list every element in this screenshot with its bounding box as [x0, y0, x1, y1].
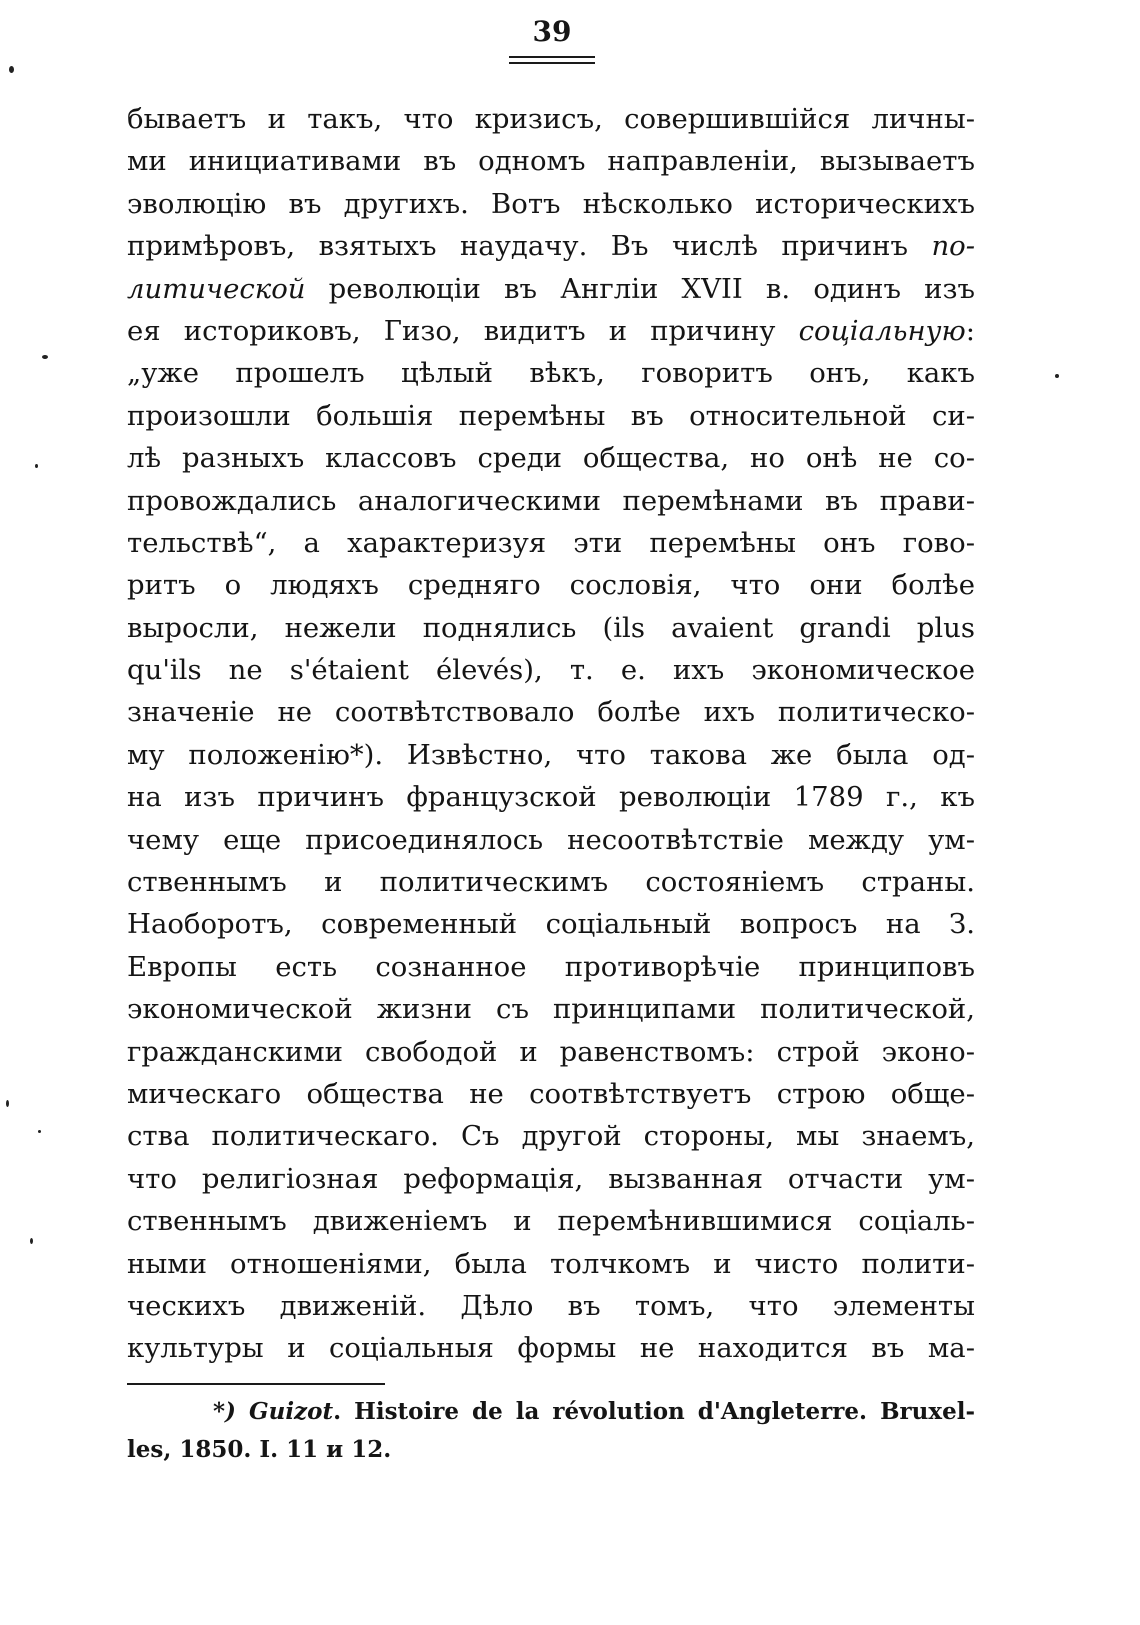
line-text: ными отношеніями, была толчкомъ и чисто полити- — [127, 1247, 975, 1280]
text-line — [127, 861, 975, 903]
line-text: тельствѣ“, а характеризуя эти перемѣны онъ гово- — [127, 526, 975, 559]
text-line — [127, 649, 975, 691]
text-line — [127, 225, 975, 267]
text-line — [127, 1073, 975, 1115]
text-line — [127, 1031, 975, 1073]
line-text: произошли большія перемѣны въ относительной си- — [127, 399, 975, 432]
page-number: 39 — [532, 15, 572, 48]
line-text: ческихъ движеній. Дѣло въ томъ, что элементы — [127, 1289, 975, 1322]
line-text: примѣровъ, взятыхъ наудачу. Въ числѣ причинъ — [127, 230, 932, 263]
text-line — [127, 140, 975, 182]
text-line — [127, 776, 975, 818]
text-line — [127, 1327, 975, 1369]
line-text: qu'ils ne s'étaient élevés), т. е. ихъ экономическое — [127, 654, 975, 687]
line-text: ея историковъ, Гизо, видитъ и причину — [127, 314, 799, 347]
line-text: культуры и соціальныя формы не находится въ ма- — [127, 1332, 975, 1365]
text-line — [127, 564, 975, 606]
text-line — [127, 522, 975, 564]
page-number-underline-bottom — [509, 62, 595, 64]
text-line — [127, 183, 975, 225]
text-line — [127, 691, 975, 733]
line-text: : — [965, 314, 975, 347]
scan-speck — [42, 355, 48, 359]
footnote-author: Guizot — [248, 1398, 334, 1425]
line-text: что религіозная реформація, вызванная отчасти ум- — [127, 1162, 975, 1195]
text-line — [127, 352, 975, 394]
footnote-separator — [127, 1383, 385, 1385]
scan-speck — [9, 66, 14, 73]
text-line — [127, 946, 975, 988]
line-text: ственнымъ и политическимъ состояніемъ страны. — [127, 866, 975, 899]
scan-speck — [35, 464, 38, 468]
text-line — [127, 1158, 975, 1200]
footnote-line-2: les, 1850. I. 11 и 12. — [127, 1436, 392, 1463]
line-text: чему еще присоединялось несоотвѣтствіе между ум- — [127, 823, 975, 856]
line-text: „уже прошелъ цѣлый вѣкъ, говоритъ онъ, какъ — [127, 357, 975, 390]
text-line — [127, 268, 975, 310]
text-line — [127, 1200, 975, 1242]
line-text: ственнымъ движеніемъ и перемѣнившимися соціаль- — [127, 1205, 975, 1238]
line-text: значеніе не соотвѣтствовало болѣе ихъ политическо- — [127, 696, 975, 729]
line-text: гражданскими свободой и равенствомъ: строй эконо- — [127, 1035, 975, 1068]
line-text: Европы есть сознанное противорѣчіе принциповъ — [127, 950, 975, 983]
line-text: бываетъ и такъ, что кризисъ, совершившійся личны- — [127, 103, 975, 135]
text-line — [127, 98, 975, 140]
line-text: провождались аналогическими перемѣнами въ прави- — [127, 484, 975, 517]
line-text: Наоборотъ, современный соціальный вопросъ на З. — [127, 908, 975, 941]
text-line — [127, 1243, 975, 1285]
text-line — [127, 734, 975, 776]
line-text: мическаго общества не соотвѣтствуетъ строю обще- — [127, 1077, 975, 1110]
footnote-line-1 — [127, 1393, 975, 1431]
line-emphasis: по- — [931, 230, 975, 263]
text-line — [127, 480, 975, 522]
text-line — [127, 988, 975, 1030]
main-body-text — [127, 98, 975, 1370]
line-text: ства политическаго. Съ другой стороны, мы знаемъ, — [127, 1120, 975, 1153]
text-line — [127, 310, 975, 352]
line-text: выросли, нежели поднялись (ils avaient grandi plus — [127, 611, 975, 644]
text-line — [127, 395, 975, 437]
line-emphasis: литической — [127, 272, 306, 305]
scan-speck — [1055, 374, 1059, 378]
line-text: лѣ разныхъ классовъ среди общества, но онѣ не со- — [127, 442, 975, 475]
scan-speck — [30, 1238, 33, 1244]
line-text: ми инициативами въ одномъ направленіи, вызываетъ — [127, 145, 975, 178]
text-line — [127, 607, 975, 649]
line-text: революціи въ Англіи XVII в. одинъ изъ — [305, 272, 975, 305]
text-line — [127, 819, 975, 861]
page-number-underline-top — [509, 56, 595, 58]
scan-speck — [38, 1130, 41, 1133]
footnote-marker: *) — [213, 1398, 236, 1425]
line-emphasis: соціальную — [798, 314, 966, 347]
text-line — [127, 437, 975, 479]
line-text: эволюцію въ другихъ. Вотъ нѣсколько историческихъ — [127, 187, 975, 220]
text-line — [127, 1115, 975, 1157]
text-line — [127, 1285, 975, 1327]
footnote — [127, 1393, 975, 1469]
line-text: ритъ о людяхъ средняго сословія, что они болѣе — [127, 569, 975, 602]
scan-speck — [6, 1100, 9, 1107]
line-text: му положенію*). Извѣстно, что такова же была од- — [127, 738, 975, 771]
line-text: экономической жизни съ принципами политической, — [127, 993, 975, 1026]
footnote-citation: . Histoire de la révolution d'Angleterre. Bruxel- — [333, 1398, 975, 1425]
text-line — [127, 903, 975, 945]
line-text: на изъ причинъ французской революціи 1789 г., къ — [127, 781, 975, 814]
